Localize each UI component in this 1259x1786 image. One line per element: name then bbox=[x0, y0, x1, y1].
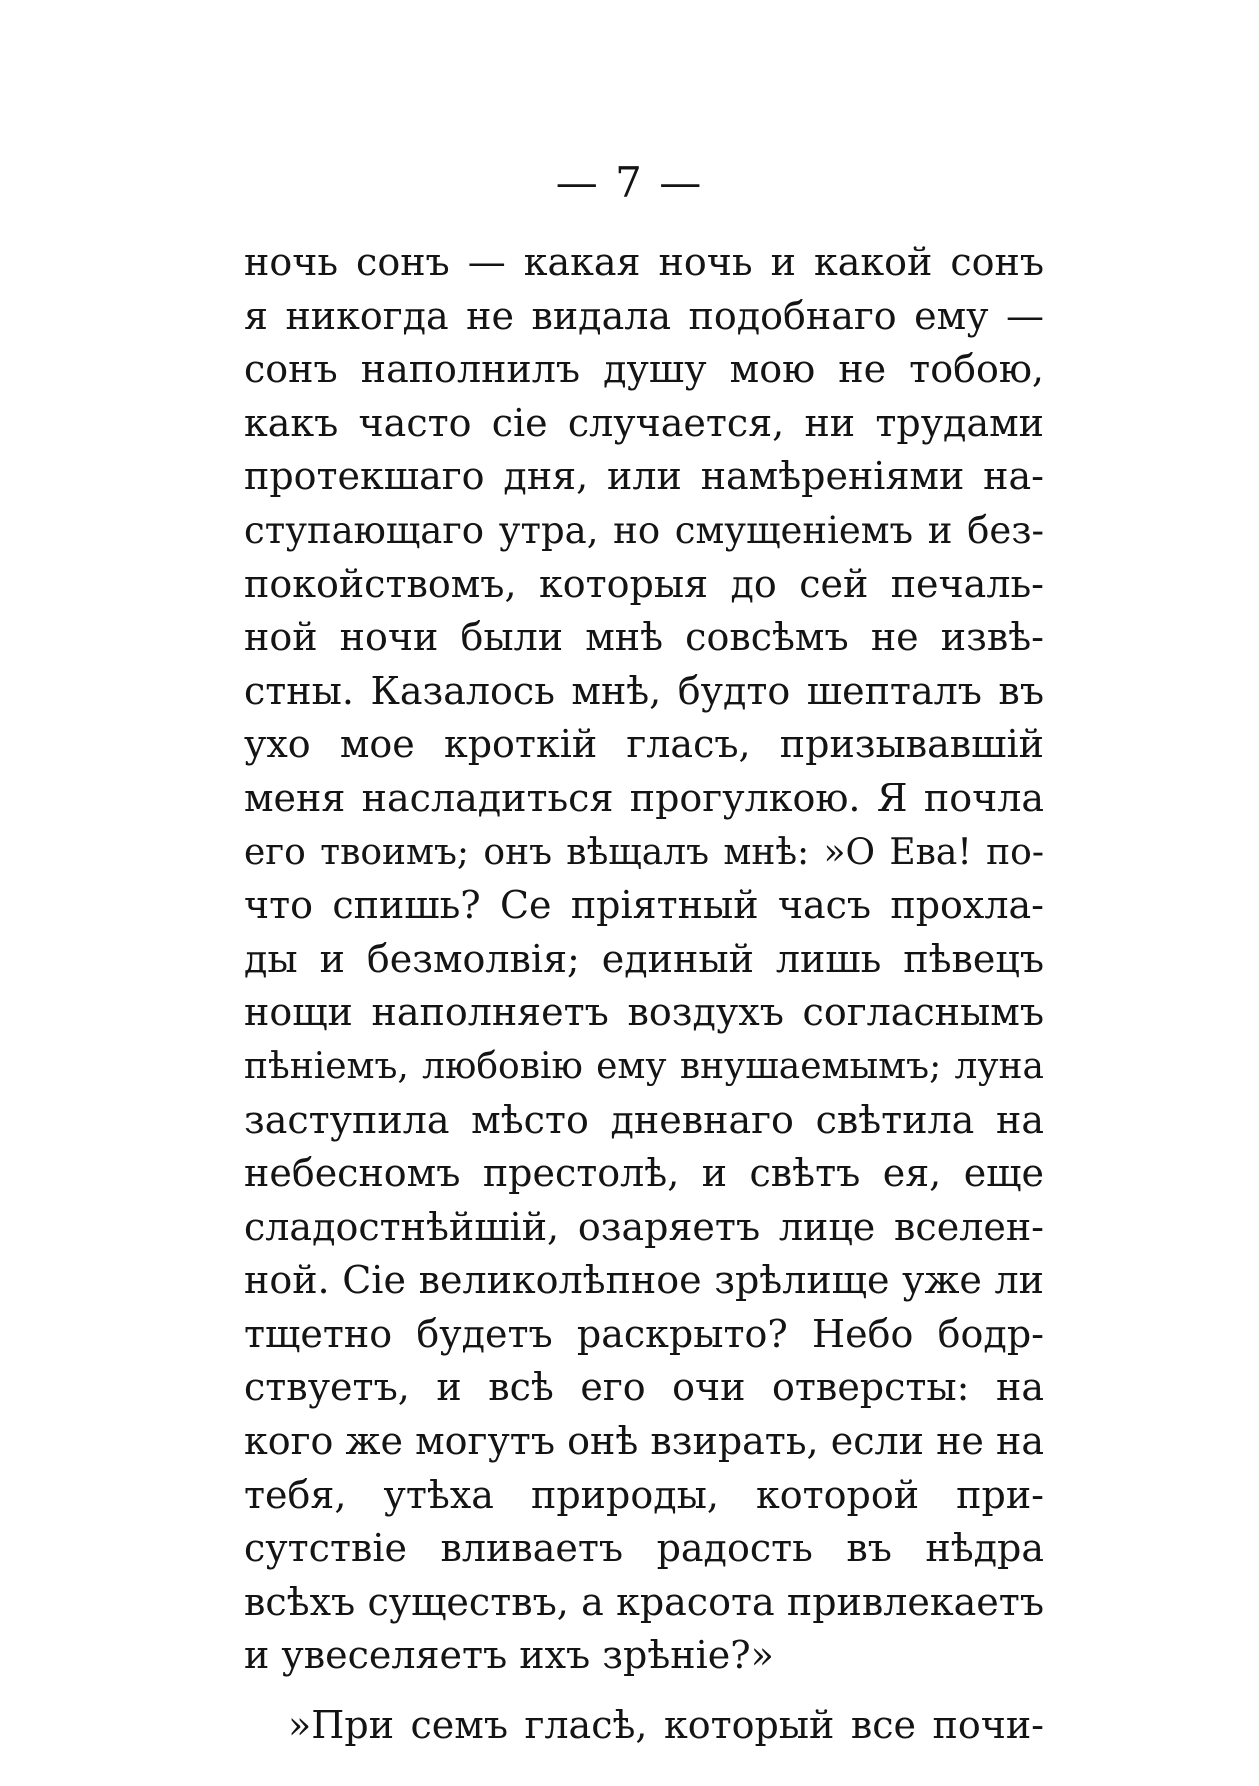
text-line: ступающаго утра, но смущеніемъ и без- bbox=[244, 508, 1044, 552]
page-number: — 7 — bbox=[555, 158, 704, 207]
text-line: ствуетъ, и всѣ его очи отверсты: на bbox=[244, 1365, 1044, 1410]
text-line: сонъ наполнилъ душу мою не тобою, bbox=[244, 347, 1044, 392]
text-line: я никогда не видала подобнаго ему — bbox=[244, 293, 1044, 338]
text-line: сладостнѣйшій, озаряетъ лице вселен- bbox=[244, 1204, 1044, 1249]
paragraph bbox=[244, 1699, 1044, 1753]
text-line: кого же могутъ онѣ взирать, если не на bbox=[244, 1419, 1044, 1464]
text-line: его твоимъ; онъ вѣщалъ мнѣ: »О Ева! по- bbox=[244, 831, 1044, 873]
paragraph bbox=[244, 236, 1044, 1683]
text-line: ной ночи были мнѣ совсѣмъ не извѣ- bbox=[244, 615, 1044, 660]
text-line: протекшаго дня, или намѣреніями на- bbox=[244, 454, 1044, 499]
text-line: что спишь? Се пріятный часъ прохла- bbox=[244, 883, 1044, 928]
text-line: какъ часто сіе случается, ни трудами bbox=[244, 400, 1044, 445]
text-line: меня насладиться прогулкою. Я почла bbox=[244, 775, 1044, 820]
text-line: ной. Сіе великолѣпное зрѣлище уже ли bbox=[244, 1258, 1044, 1303]
text-line: сутствіе вливаетъ радость въ нѣдра bbox=[244, 1526, 1044, 1571]
text-line: нощи наполняетъ воздухъ согласнымъ bbox=[244, 990, 1044, 1035]
text-line: ды и безмолвія; единый лишь пѣвецъ bbox=[244, 936, 1044, 981]
text-line: пѣніемъ, любовію ему внушаемымъ; луна bbox=[244, 1045, 1044, 1087]
text-line: всѣхъ существъ, а красота привлекаетъ bbox=[244, 1579, 1044, 1624]
paragraph-gap bbox=[244, 1683, 1044, 1699]
text-line: заступила мѣсто дневнаго свѣтила на bbox=[244, 1097, 1044, 1142]
body-text bbox=[244, 236, 1044, 1753]
text-line: тебя, утѣха природы, которой при- bbox=[244, 1472, 1044, 1517]
text-line: ночь сонъ — какая ночь и какой сонъ bbox=[244, 240, 1044, 284]
text-line: тщетно будетъ раскрыто? Небо бодр- bbox=[244, 1311, 1044, 1356]
text-line: ухо мое кроткій гласъ, призывавшій bbox=[244, 722, 1044, 767]
text-line: »При семъ гласѣ, который все почи- bbox=[288, 1703, 1044, 1748]
text-line: стны. Казалось мнѣ, будто шепталъ въ bbox=[244, 668, 1044, 713]
text-line: небесномъ престолѣ, и свѣтъ ея, еще bbox=[244, 1151, 1044, 1196]
text-line: покойствомъ, которыя до сей печаль- bbox=[244, 561, 1044, 606]
text-line: и увеселяетъ ихъ зрѣніе?» bbox=[244, 1633, 774, 1678]
